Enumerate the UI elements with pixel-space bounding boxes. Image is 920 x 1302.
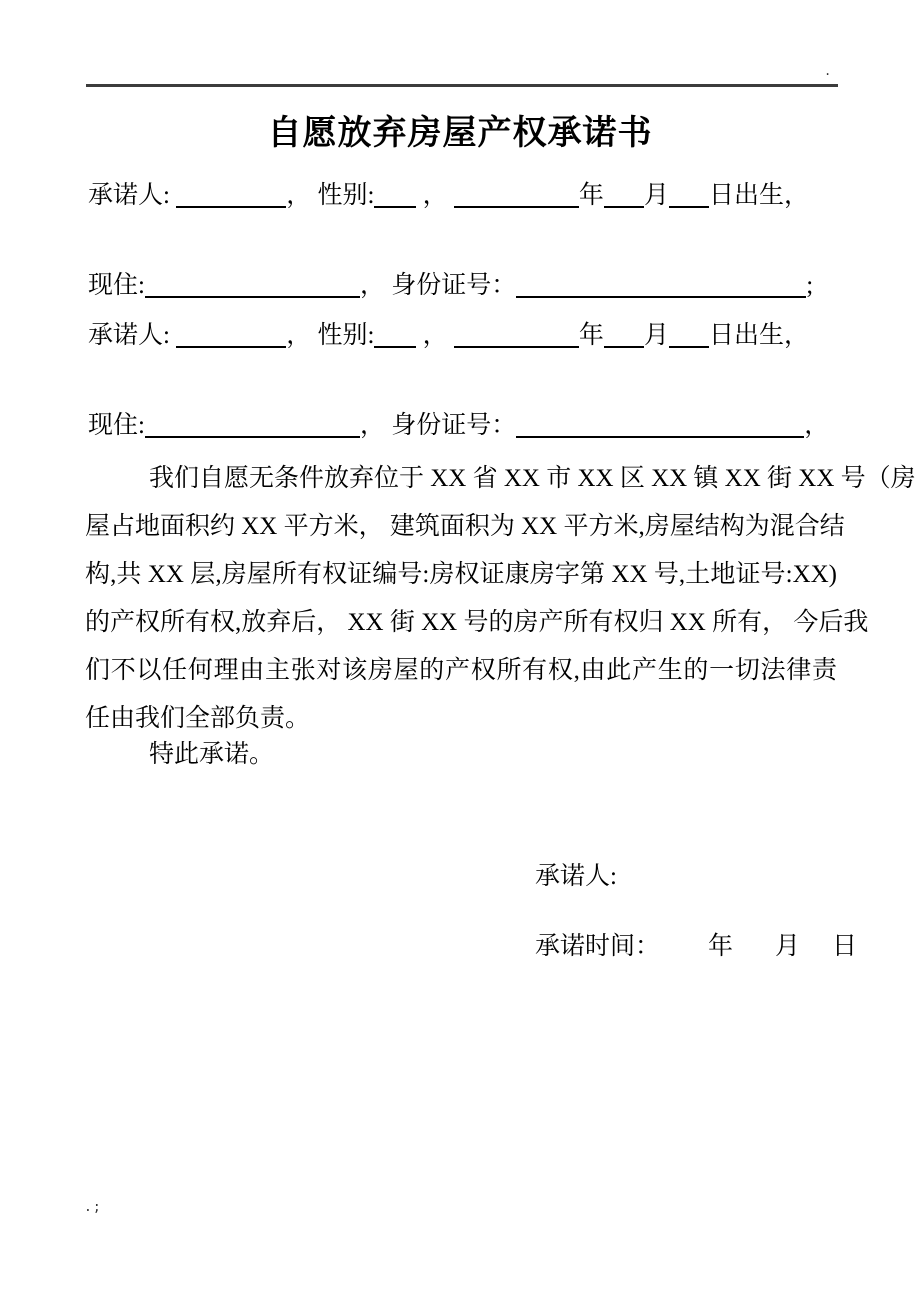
blank-field xyxy=(604,322,644,348)
top-right-mark: . xyxy=(824,64,832,78)
text-run: 现住: xyxy=(88,412,145,439)
text-run: 月 xyxy=(643,182,669,209)
blank-field xyxy=(145,412,360,438)
body-line: 屋占地面积约 XX 平方米， 建筑面积为 XX 平方米,房屋结构为混合结 xyxy=(85,513,845,540)
text-run: 日出生， xyxy=(708,322,809,349)
text-run: ， 身份证号： xyxy=(359,412,517,439)
form-line-address-2 xyxy=(88,406,868,446)
text-run: 年 xyxy=(578,322,604,349)
form-line-promisor-1 xyxy=(88,176,868,216)
text-run: 承诺人: xyxy=(88,322,177,349)
blank-field xyxy=(669,182,709,208)
text-run: 现住: xyxy=(88,272,145,299)
date-unit-year: 年 xyxy=(708,933,734,960)
body-line: 我们自愿无条件放弃位于 XX 省 XX 市 XX 区 XX 镇 XX 街 XX 号（房 xyxy=(149,465,916,492)
text-run: ， 性别: xyxy=(286,322,375,349)
blank-field xyxy=(516,272,806,298)
text-run: 承诺人: xyxy=(88,182,177,209)
signature-date-line xyxy=(510,896,857,998)
text-run: 月 xyxy=(643,322,669,349)
text-run: ; xyxy=(806,272,814,299)
blank-field xyxy=(454,322,579,348)
text-run: ， xyxy=(416,322,454,349)
header-rule xyxy=(86,84,838,87)
blank-field xyxy=(176,182,286,208)
form-line-address-1 xyxy=(88,266,868,306)
blank-field xyxy=(604,182,644,208)
form-line-promisor-2 xyxy=(88,316,868,356)
blank-field xyxy=(145,272,360,298)
text-run: 年 xyxy=(578,182,604,209)
text-run: ， 性别: xyxy=(286,182,375,209)
blank-field xyxy=(374,182,416,208)
date-unit-day: 日 xyxy=(832,933,858,960)
blank-field xyxy=(669,322,709,348)
text-run: ， xyxy=(804,412,830,439)
body-line: 任由我们全部负责。 xyxy=(85,705,311,732)
signature-name-label: 承诺人: xyxy=(535,863,617,890)
body-line: 构,共 XX 层,房屋所有权证编号:房权证康房字第 XX 号,土地证号:XX) xyxy=(85,561,837,588)
blank-field xyxy=(176,322,286,348)
bottom-left-mark: .; xyxy=(84,1200,102,1215)
document-title: 自愿放弃房屋产权承诺书 xyxy=(267,114,653,152)
text-run: 日出生， xyxy=(708,182,809,209)
blank-field xyxy=(374,322,416,348)
signature-date-label: 承诺时间： xyxy=(535,933,661,960)
body-paragraph xyxy=(85,455,916,743)
text-run: ， 身份证号： xyxy=(359,272,517,299)
body-line: 的产权所有权,放弃后， XX 街 XX 号的房产所有权归 XX 所有， 今后我 xyxy=(85,609,869,636)
blank-field xyxy=(516,412,804,438)
date-unit-month: 月 xyxy=(775,933,801,960)
text-run: ， xyxy=(416,182,454,209)
body-line: 们不以任何理由主张对该房屋的产权所有权,由此产生的一切法律责 xyxy=(85,657,837,684)
blank-field xyxy=(454,182,579,208)
closing-statement: 特此承诺。 xyxy=(149,741,275,768)
